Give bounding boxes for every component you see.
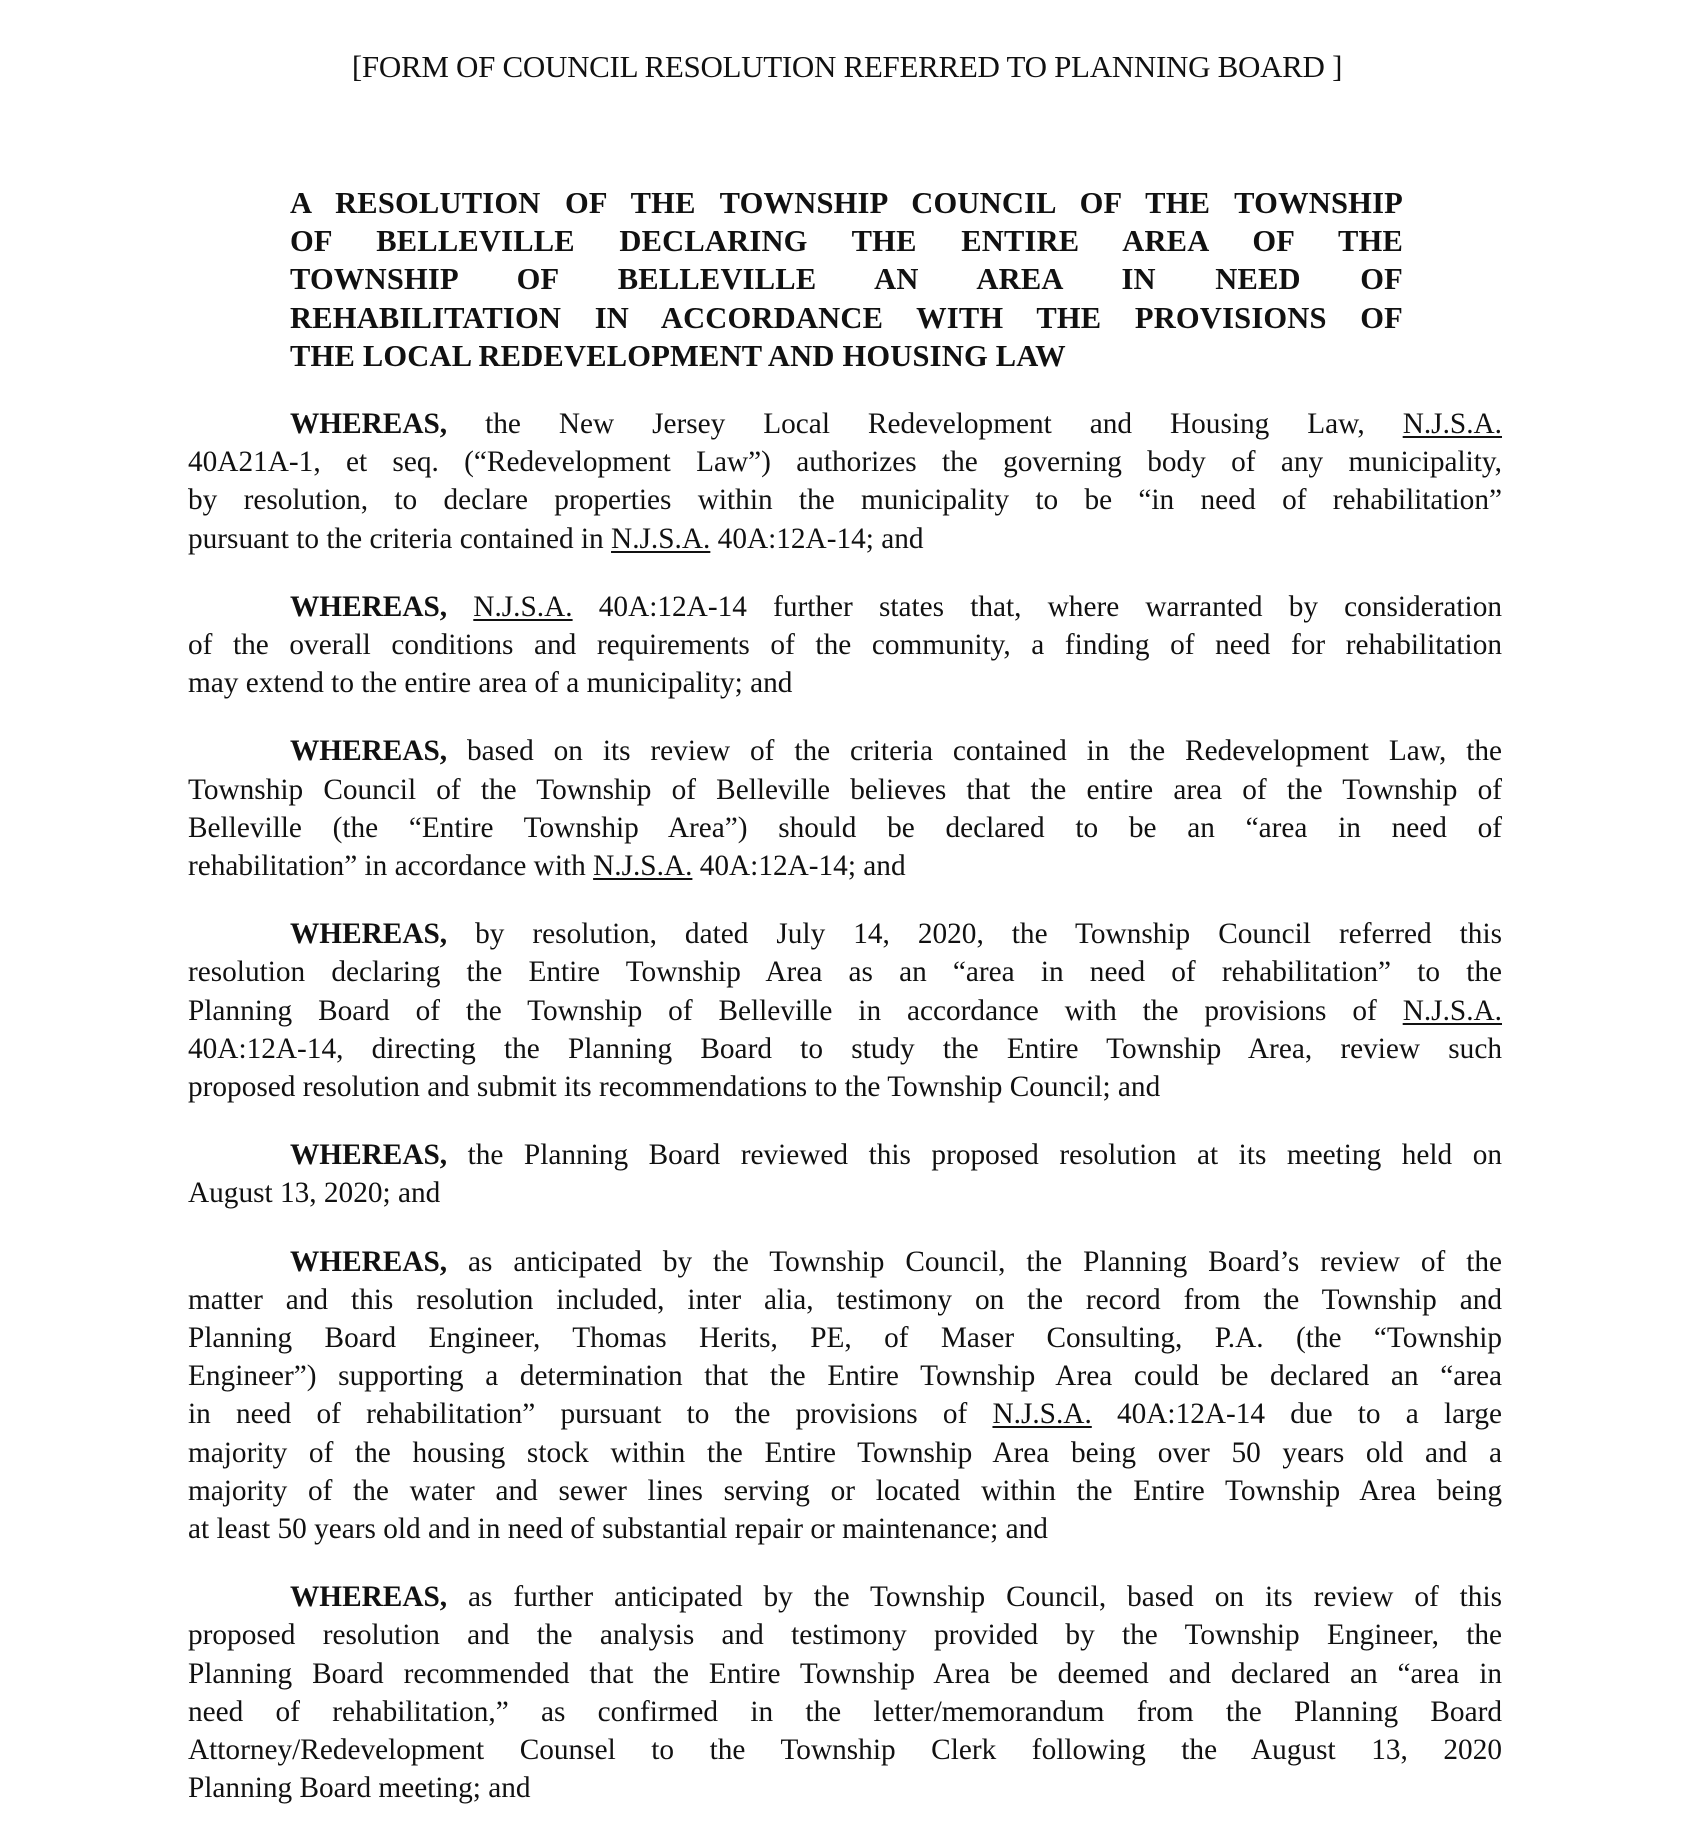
paragraph-line — [188, 992, 1502, 1030]
paragraph-line — [188, 1472, 1502, 1510]
paragraph-line — [188, 809, 1502, 847]
paragraph-line — [188, 1769, 1502, 1807]
text-run: 40A:12A-14; and — [692, 850, 906, 883]
text-run: rehabilitation” in accordance with — [188, 850, 594, 883]
text-run: Planning Board of the Township of Belleville in accordance with the provisions of — [188, 994, 1403, 1027]
text-run: majority of the water and sewer lines serving or located within the Entire Township Area being — [188, 1474, 1502, 1507]
paragraph-line — [188, 443, 1502, 481]
whereas-paragraph — [188, 405, 1502, 558]
whereas-paragraph — [188, 1136, 1502, 1212]
whereas-keyword: WHEREAS, — [290, 408, 448, 440]
paragraph-line — [188, 1030, 1502, 1068]
text-run: Engineer”) supporting a determination that the Entire Township Area could be declared an “area — [188, 1360, 1502, 1393]
text-run: matter and this resolution included, inter alia, testimony on the record from the Township and — [188, 1283, 1502, 1316]
paragraph-line — [188, 405, 1502, 443]
whereas-keyword: WHEREAS, — [290, 735, 448, 768]
title-line: THE LOCAL REDEVELOPMENT AND HOUSING LAW — [290, 338, 1066, 373]
text-run: Attorney/Redevelopment Counsel to the Township Clerk following the August 13, 2020 — [188, 1734, 1502, 1767]
statute-citation: N.J.S.A. — [473, 590, 573, 623]
title-line: TOWNSHIP OF BELLEVILLE AN AREA IN NEED OF — [290, 262, 1403, 297]
whereas-paragraph — [188, 1243, 1502, 1549]
paragraph-line — [188, 1136, 1502, 1174]
form-header: [FORM OF COUNCIL RESOLUTION REFERRED TO PLANNING BOARD ] — [351, 49, 1343, 84]
text-run: as anticipated by the Township Council, the Planning Board’s review of the — [447, 1245, 1502, 1278]
statute-citation: N.J.S.A. — [992, 1398, 1092, 1431]
text-run: at least 50 years old and in need of substantial repair or maintenance; and — [188, 1513, 1048, 1546]
paragraph-line — [188, 1068, 1502, 1106]
paragraph-line — [188, 771, 1502, 809]
paragraph-line — [188, 481, 1502, 519]
text-run: proposed resolution and submit its recommendations to the Township Council; and — [188, 1071, 1161, 1104]
paragraph-line — [188, 1174, 1502, 1212]
whereas-paragraph — [188, 1578, 1502, 1807]
text-run: the New Jersey Local Redevelopment and Housing Law, — [447, 408, 1403, 440]
whereas-keyword: WHEREAS, — [290, 1245, 448, 1278]
statute-citation: N.J.S.A. — [593, 850, 693, 883]
paragraph-line — [188, 1357, 1502, 1395]
whereas-keyword: WHEREAS, — [290, 1139, 448, 1172]
paragraph-line — [188, 1510, 1502, 1548]
whereas-paragraph — [188, 588, 1502, 703]
paragraph-line — [188, 915, 1502, 953]
whereas-keyword: WHEREAS, — [290, 1581, 448, 1614]
paragraph-line — [188, 953, 1502, 991]
paragraph-line — [188, 1319, 1502, 1357]
title-line: REHABILITATION IN ACCORDANCE WITH THE PROVISIONS OF — [290, 300, 1403, 335]
text-run: Township Council of the Township of Belleville believes that the entire area of the Township of — [188, 773, 1502, 806]
text-run: as further anticipated by the Township Council, based on its review of this — [447, 1581, 1502, 1614]
text-run: based on its review of the criteria contained in the Redevelopment Law, the — [447, 735, 1502, 768]
text-run: by resolution, dated July 14, 2020, the Township Council referred this — [447, 918, 1502, 951]
text-run: Planning Board Engineer, Thomas Herits, PE, of Maser Consulting, P.A. (the “Township — [188, 1322, 1502, 1355]
whereas-keyword: WHEREAS, — [290, 918, 448, 951]
statute-citation: N.J.S.A. — [1402, 408, 1502, 440]
paragraph-line — [188, 588, 1502, 626]
text-run: 40A:12A-14 due to a large — [1091, 1398, 1502, 1431]
paragraph-line — [188, 1578, 1502, 1616]
text-run: need of rehabilitation,” as confirmed in the letter/memorandum from the Planning Board — [188, 1695, 1502, 1728]
resolution-body — [188, 405, 1502, 1838]
text-run: 40A:12A-14 further states that, where warranted by consideration — [572, 590, 1502, 623]
whereas-paragraph — [188, 915, 1502, 1106]
statute-citation: N.J.S.A. — [611, 522, 711, 555]
title-line: OF BELLEVILLE DECLARING THE ENTIRE AREA OF THE — [290, 224, 1403, 259]
text-run: pursuant to the criteria contained in — [188, 522, 612, 555]
text-run: resolution declaring the Entire Township Area as an “area in need of rehabilitation” to the — [188, 956, 1502, 989]
text-run: by resolution, to declare properties within the municipality to be “in need of rehabilitation” — [188, 484, 1502, 517]
paragraph-line — [188, 520, 1502, 558]
whereas-paragraph — [188, 732, 1502, 885]
paragraph-line — [188, 1655, 1502, 1693]
text-run: the Planning Board reviewed this proposed resolution at its meeting held on — [447, 1139, 1502, 1172]
paragraph-line — [188, 847, 1502, 885]
paragraph-line — [188, 1281, 1502, 1319]
paragraph-line — [188, 1243, 1502, 1281]
paragraph-line — [188, 1693, 1502, 1731]
text-run: 40A:12A-14; and — [710, 522, 924, 555]
paragraph-line — [188, 1731, 1502, 1769]
text-run: August 13, 2020; and — [188, 1177, 441, 1210]
text-run: majority of the housing stock within the Entire Township Area being over 50 years old and a — [188, 1436, 1502, 1469]
whereas-keyword: WHEREAS, — [290, 590, 448, 623]
paragraph-line — [188, 732, 1502, 770]
paragraph-line — [188, 1434, 1502, 1472]
statute-citation: N.J.S.A. — [1402, 994, 1502, 1027]
paragraph-line — [188, 626, 1502, 664]
resolution-title — [290, 184, 1403, 375]
text-run: Planning Board meeting; and — [188, 1772, 531, 1805]
paragraph-line — [188, 664, 1502, 702]
text-run: of the overall conditions and requirements of the community, a finding of need for rehabilitation — [188, 629, 1502, 662]
text-run: in need of rehabilitation” pursuant to the provisions of — [188, 1398, 993, 1431]
text-run: Belleville (the “Entire Township Area”) should be declared to be an “area in need of — [188, 811, 1502, 844]
paragraph-line — [188, 1616, 1502, 1654]
paragraph-line — [188, 1395, 1502, 1433]
text-run — [447, 591, 473, 623]
title-line: A RESOLUTION OF THE TOWNSHIP COUNCIL OF THE TOWNSHIP — [290, 186, 1403, 220]
text-run: proposed resolution and the analysis and testimony provided by the Township Engineer, the — [188, 1619, 1502, 1652]
text-run: may extend to the entire area of a municipality; and — [188, 667, 793, 700]
text-run: 40A:12A-14, directing the Planning Board to study the Entire Township Area, review such — [188, 1032, 1502, 1065]
text-run: 40A21A-1, et seq. (“Redevelopment Law”) authorizes the governing body of any municipality, — [188, 446, 1502, 479]
text-run: Planning Board recommended that the Entire Township Area be deemed and declared an “area in — [188, 1657, 1502, 1690]
